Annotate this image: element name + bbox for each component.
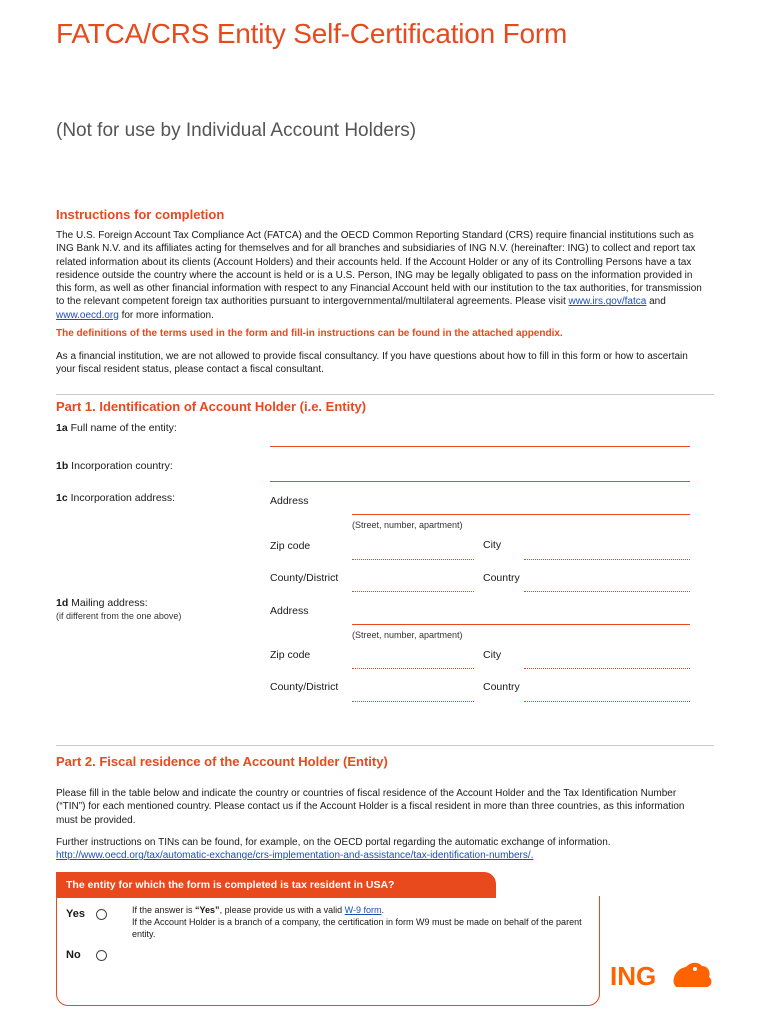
yes-note [132,904,592,916]
part1-divider [56,394,714,395]
page-title: FATCA/CRS Entity Self-Certification Form [56,18,568,49]
mailing-country-input[interactable] [524,701,690,702]
mailing-country-label: Country [483,681,520,693]
country-label: Country [483,572,520,584]
full-name-input[interactable] [270,446,690,447]
note-end: . [381,905,384,915]
q1a-label [56,422,177,434]
q1b-text: Incorporation country: [68,460,173,472]
mailing-county-label: County/District [270,681,339,693]
ing-logo-text: ING [610,961,657,991]
incorporation-country-input[interactable] [270,481,690,482]
branch-note: If the Account Holder is a branch of a company, the certification in form W9 must be made on behalf of the parent entity. [132,917,582,939]
street-hint: (Street, number, apartment) [352,520,463,530]
county-input[interactable] [352,591,474,592]
tin-link-line [56,849,706,862]
and-text: and [646,296,666,308]
q1d-number: 1d [56,597,69,609]
no-label: No [66,949,81,961]
q1b-number: 1b [56,460,69,472]
q1b-label [56,460,173,472]
city-input[interactable] [524,559,690,560]
instructions-end: for more information. [118,309,214,321]
tin-paragraph: Further instructions on TINs can be found, for example, on the OECD portal regarding the automatic exchange of information. [56,837,611,848]
q1d-note: (if different from the one above) [56,611,182,621]
part1-heading: Part 1. Identification of Account Holder (i.e. Entity) [56,399,367,414]
note-pre: If the answer is [132,905,196,915]
instructions-paragraph [56,229,706,322]
tin-link[interactable]: http://www.oecd.org/tax/automatic-exchange/crs-implementation-and-assistance/tax-identification-numbers/. [56,850,534,861]
w9-link[interactable]: W-9 form [344,905,382,915]
county-label: County/District [270,572,339,584]
yes-radio[interactable] [96,909,107,920]
page-subtitle: (Not for use by Individual Account Holders) [56,120,417,141]
definitions-note: The definitions of the terms used in the form and fill-in instructions can be found in the attached appendix. [56,328,563,339]
mailing-city-input[interactable] [524,668,690,669]
city-label: City [483,539,502,551]
mailing-address-label: Address [270,605,309,617]
zip-input[interactable] [352,559,474,560]
country-input[interactable] [524,591,690,592]
incorporation-address-input[interactable] [352,514,690,515]
q1c-text: Incorporation address: [67,492,176,504]
mailing-address-input[interactable] [352,624,690,625]
oecd-link[interactable]: www.oecd.org [56,309,119,321]
address-label: Address [270,495,309,507]
q1c-label [56,492,175,504]
part2-paragraph: Please fill in the table below and indicate the country or countries of fiscal residence of the Account Holder and the Tax Identification Number (“TIN”) for each mentioned country. Please contact us if the Account Holder is a fiscal resident in more than three countries, as this information must be provided. [56,788,685,826]
q1a-number: 1a [56,422,68,434]
yes-label: Yes [66,908,85,920]
q1d-label [56,597,148,609]
part2-divider [56,745,714,746]
mailing-county-input[interactable] [352,701,474,702]
q1d-text: Mailing address: [68,597,148,609]
q1c-number: 1c [56,492,68,504]
ing-logo [610,958,720,997]
no-radio[interactable] [96,950,107,961]
note-yes: “Yes” [195,905,220,915]
note-mid: , please provide us with a valid [219,905,345,915]
mailing-zip-input[interactable] [352,668,474,669]
ing-lion-icon [610,958,720,992]
usa-question-banner: The entity for which the form is completed is tax resident in USA? [56,872,496,898]
mailing-city-label: City [483,649,502,661]
zip-label: Zip code [270,540,311,552]
mailing-zip-label: Zip code [270,649,311,661]
consultancy-paragraph: As a financial institution, we are not allowed to provide fiscal consultancy. If you have questions about how to fill in this form or how to ascertain your fiscal resident status, please contact a fiscal consultant. [56,351,688,376]
q1a-text: Full name of the entity: [67,422,177,434]
irs-link[interactable]: www.irs.gov/fatca [568,296,647,308]
mailing-street-hint: (Street, number, apartment) [352,630,463,640]
instructions-text: The U.S. Foreign Account Tax Compliance Act (FATCA) and the OECD Common Reporting Standard (CRS) require financial institutions such as ING Bank N.V. and its affiliates acting for themselves and for all branches and subsidiaries of ING N.V. (hereinafter: ING) to collect and report tax related information about its clients (Account Holders) and their accounts held. If the Account Holder or any of its Controlling Persons have a tax residence outside the country where the account is held or is a U.S. Person, ING may be legally obligated to pass on the information provided in this form, as well as other financial information with respect to any Financial Account held with our institution to the tax authorities, for transmission to the relevant competent foreign tax authorities pursuant to intergovernmental/multilateral agreements. Please visit [56,230,702,308]
part2-heading: Part 2. Fiscal residence of the Account Holder (Entity) [56,754,388,769]
instructions-heading: Instructions for completion [56,207,225,222]
